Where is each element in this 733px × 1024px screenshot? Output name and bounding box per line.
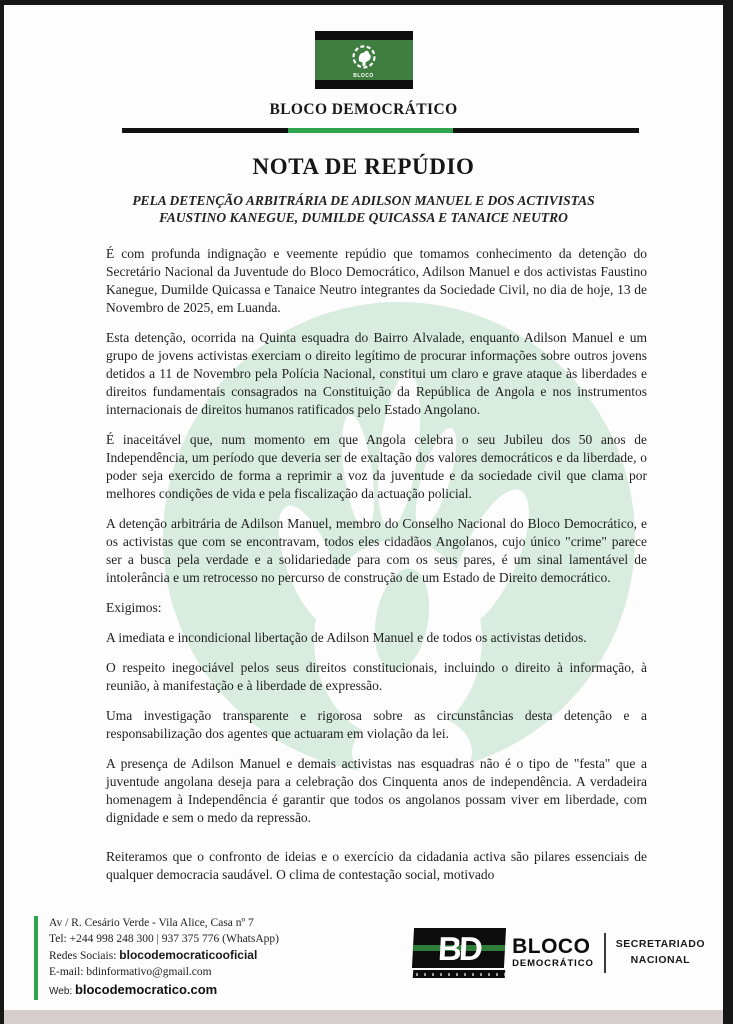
bd-logo-slogan-strip <box>413 970 505 978</box>
paragraph: Uma investigação transparente e rigorosa sobre as circunstâncias desta detenção e a responsabilização dos agentes que actuaram em violação da lei. <box>106 707 647 741</box>
page-subtitle <box>4 193 723 227</box>
paragraph: A detenção arbitrária de Adilson Manuel, membro do Conselho Nacional do Bloco Democrático, e os activistas que com se encontravam, todos eles cidadãos Angolanos, cujo único "crime" parece ser a busca pela verdade e a solidariedade para com os seus pares, é um sinal lamentável de intolerância e um retrocesso no percurso de construção de um Estado de Direito democrático. <box>106 515 647 585</box>
bd-brand-block <box>413 916 711 978</box>
contact-web <box>49 981 279 1000</box>
contact-email: E-mail: bdinformativo@gmail.com <box>49 966 212 979</box>
brand-line-1: BLOCO <box>512 935 591 959</box>
paragraph: É inaceitável que, num momento em que Angola celebra o seu Jubileu dos 50 anos de Independência, um período que deveria ser de exaltação dos valores democráticos e da liberdade, o poder seja exercido de forma a reprimir a voz da juventude e da sociedade civil que clama por melhores condições de vida e pela fiscalização da actuação policial. <box>106 431 647 501</box>
page-title: NOTA DE REPÚDIO <box>252 154 475 179</box>
bd-brand-name <box>512 936 594 969</box>
web-value: blocodemocratico.com <box>74 982 218 998</box>
brand-line-2: DEMOCRÁTICO <box>512 958 594 970</box>
header-divider <box>122 128 639 133</box>
paragraph: Reiteramos que o confronto de ideias e o exercício da cidadania activa são pilares essenciais de qualquer democracia saudável. O clima de contestação social, motivado <box>106 848 647 882</box>
flag-caption: BLOCO <box>353 73 374 79</box>
org-name: BLOCO DEMOCRÁTICO <box>269 101 458 118</box>
paragraph: A presença de Adilson Manuel e demais activistas nas esquadras não é o tipo de "festa" que a juventude angolana deseja para a celebração dos Cinquenta anos de independência. A verdadeira homenagem à Independência é garantir que todos os angolanos possam viver em liberdade, com dignidade e sem o medo da repressão. <box>106 755 647 825</box>
paragraph: É com profunda indignação e veemente repúdio que tomamos conhecimento da detenção do Secretário Nacional da Juventude do Bloco Democrático, Adilson Manuel e dos activistas Faustino Kanegue, Dumilde Quicassa e Tanaice Neutro integrantes da Sociedade Civil, no dia de hoje, 13 de Novembro de 2025, em Luanda. <box>106 245 647 315</box>
letterfoot <box>34 916 711 1000</box>
secretariat-line-2: NACIONAL <box>630 953 691 966</box>
contact-address: Av / R. Cesário Verde - Vila Alice, Casa nº 7 <box>49 916 254 929</box>
social-value: blocodemocraticooficial <box>119 948 258 963</box>
paragraph: Esta detenção, ocorrida na Quinta esquadra do Bairro Alvalade, enquanto Adilson Manuel e um grupo de jovens activistas exerciam o direito legítimo de procurar informações sobre outros jovens detidos a 11 de Novembro pela Polícia Nacional, constitui um claro e grave ataque às liberdades e direitos fundamentais consagrados na Constituição da República de Angola e nos instrumentos internacionais de direitos humanos ratificados pelo Estado Angolano. <box>106 329 647 417</box>
paragraph: O respeito inegociável pelos seus direitos constitucionais, incluindo o direito à informação, à reunião, à manifestação e à liberdade de expressão. <box>106 659 647 693</box>
social-label: Redes Sociais: <box>49 950 120 963</box>
photo-bottom-strip <box>4 1010 723 1024</box>
web-label: Web: <box>49 986 75 998</box>
document-body <box>106 245 647 884</box>
bd-logo-letters: BD <box>437 929 481 967</box>
brand-divider <box>604 933 606 973</box>
contact-phone: Tel: +244 998 248 300 | 937 375 776 (WhatsApp) <box>49 932 279 945</box>
letterhead <box>4 5 723 133</box>
bd-logo-icon <box>413 928 505 978</box>
party-flag-logo-icon <box>315 31 413 89</box>
paragraph-exigimos: Exigimos: <box>106 599 162 615</box>
document-page <box>4 5 723 1010</box>
secretariat-line-1: SECRETARIADO <box>615 937 705 950</box>
contact-block <box>34 916 279 1000</box>
subtitle-line-1: PELA DETENÇÃO ARBITRÁRIA DE ADILSON MANUEL E DOS ACTIVISTAS <box>132 193 595 208</box>
subtitle-line-2: FAUSTINO KANEGUE, DUMILDE QUICASSA E TANAICE NEUTRO <box>159 209 568 225</box>
contact-social <box>49 947 279 965</box>
paragraph: A imediata e incondicional libertação de Adilson Manuel e de todos os activistas detidos. <box>106 629 587 645</box>
secretariat-label <box>616 937 705 969</box>
